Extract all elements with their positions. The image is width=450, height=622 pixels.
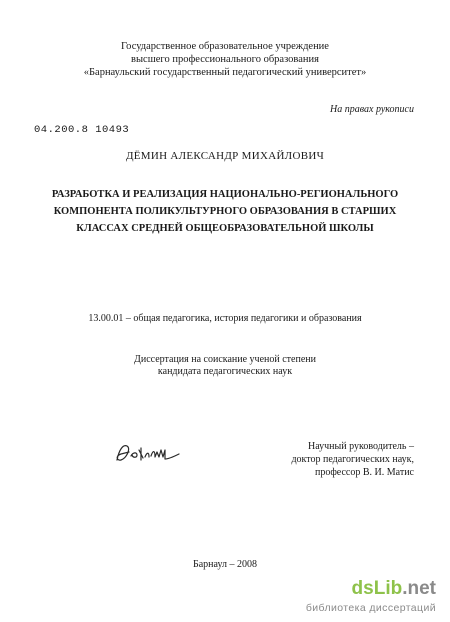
degree-block [0,354,450,378]
watermark-subtitle: библиотека диссертаций [305,602,436,614]
specialty-line: 13.00.01 – общая педагогика, история педагогики и образования [88,313,362,324]
degree-line: кандидата педагогических наук [157,366,293,377]
rights-note: На правах рукописи [330,104,414,115]
logo-part: .net [402,578,436,599]
supervisor-line: Научный руководитель – [308,441,414,452]
institution-line: Государственное образовательное учреждение [121,41,329,52]
institution-line: «Барнаульский государственный педагогический университет» [83,67,367,78]
dissertation-title [0,186,450,237]
title-line: КОМПОНЕНТА ПОЛИКУЛЬТУРНОГО ОБРАЗОВАНИЯ В СТАРШИХ [53,206,397,217]
title-line: РАЗРАБОТКА И РЕАЛИЗАЦИЯ НАЦИОНАЛЬНО-РЕГИОНАЛЬНОГО [51,189,399,200]
degree-line: Диссертация на соискание ученой степени [134,354,316,365]
author-name: ДЁМИН АЛЕКСАНДР МИХАЙЛОВИЧ [125,150,325,162]
title-line: КЛАССАХ СРЕДНЕЙ ОБЩЕОБРАЗОВАТЕЛЬНОЙ ШКОЛЫ [76,223,374,234]
institution-line: высшего профессионального образования [131,54,319,65]
supervisor-block [291,440,414,479]
catalog-code: 04.200.8 10493 [34,124,130,136]
supervisor-line: доктор педагогических наук, [291,454,414,465]
logo-part: dsLib [351,578,403,599]
watermark-logo [352,578,436,600]
handwritten-signature [113,440,183,468]
supervisor-line: профессор В. И. Матис [314,467,414,478]
city-year: Барнаул – 2008 [192,559,257,570]
institution-block [0,40,450,79]
